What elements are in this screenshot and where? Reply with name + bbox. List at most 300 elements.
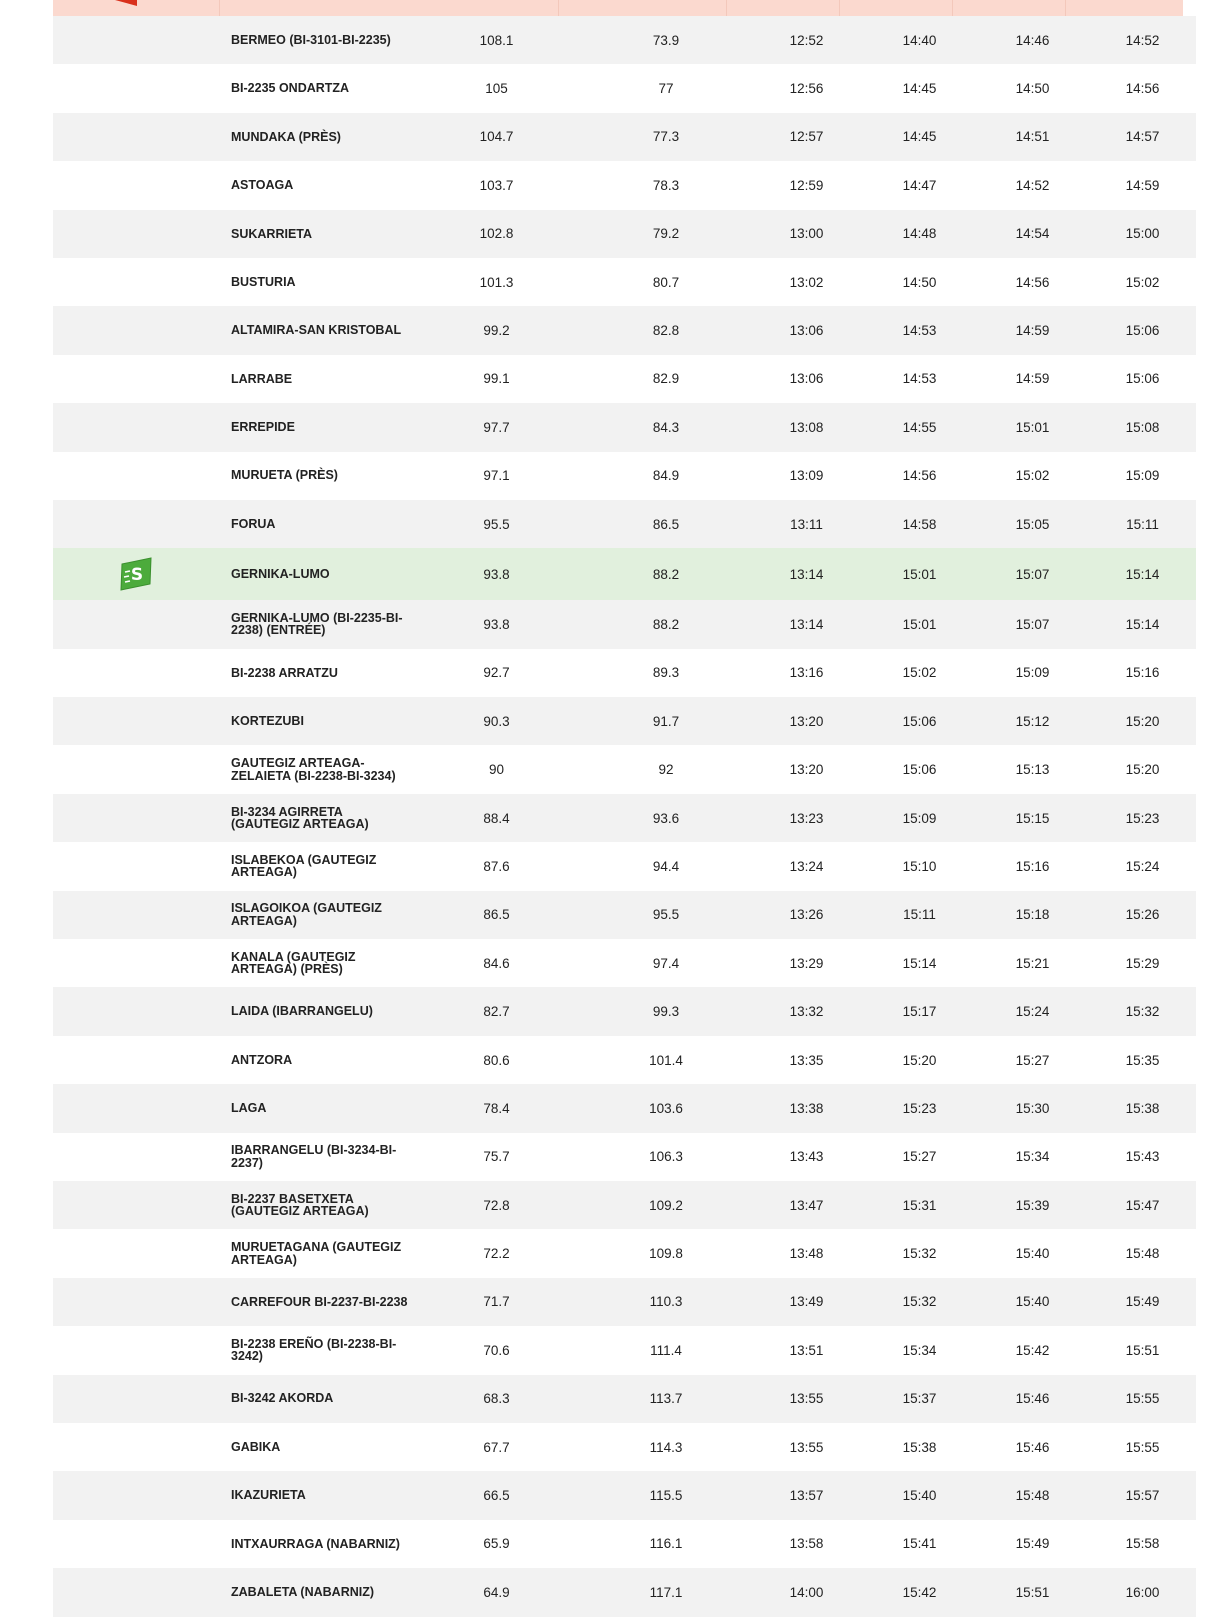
icon-cell — [53, 161, 219, 209]
time-medium: 15:17 — [863, 987, 976, 1035]
table-row — [53, 161, 1196, 209]
time-fast: 13:20 — [750, 697, 863, 745]
time-slow: 15:18 — [976, 891, 1089, 939]
table-row — [53, 210, 1196, 258]
icon-cell — [53, 306, 219, 354]
time-medium: 15:06 — [863, 697, 976, 745]
time-slow: 15:42 — [976, 1326, 1089, 1374]
km-covered: 66.5 — [411, 1471, 582, 1519]
table-row — [53, 258, 1196, 306]
time-slowest: 15:51 — [1089, 1326, 1196, 1374]
time-slowest: 14:52 — [1089, 16, 1196, 64]
icon-cell — [53, 548, 219, 600]
time-fast: 13:08 — [750, 403, 863, 451]
km-covered: 93.8 — [411, 600, 582, 648]
km-remaining: 109.8 — [582, 1229, 750, 1277]
table-row — [53, 1520, 1196, 1568]
time-fast: 13:55 — [750, 1375, 863, 1423]
svg-text:S: S — [130, 565, 144, 586]
km-remaining: 84.3 — [582, 403, 750, 451]
table-row — [53, 1181, 1196, 1229]
time-fast: 14:00 — [750, 1568, 863, 1616]
stop-name: BUSTURIA — [219, 258, 411, 306]
time-slowest: 15:08 — [1089, 403, 1196, 451]
stop-name: MURUETAGANA (GAUTEGIZ ARTEAGA) — [219, 1229, 411, 1277]
time-slowest: 15:32 — [1089, 987, 1196, 1035]
km-remaining: 101.4 — [582, 1036, 750, 1084]
time-medium: 15:11 — [863, 891, 976, 939]
time-slow: 15:07 — [976, 600, 1089, 648]
stop-name: ALTAMIRA-SAN KRISTOBAL — [219, 306, 411, 354]
km-remaining: 117.1 — [582, 1568, 750, 1616]
km-remaining: 89.3 — [582, 649, 750, 697]
table-row — [53, 306, 1196, 354]
icon-cell — [53, 452, 219, 500]
time-slowest: 15:02 — [1089, 258, 1196, 306]
time-slow: 14:56 — [976, 258, 1089, 306]
time-fast: 13:02 — [750, 258, 863, 306]
stop-name: BI-3242 AKORDA — [219, 1375, 411, 1423]
red-flag-icon — [115, 0, 137, 6]
time-slowest: 15:16 — [1089, 649, 1196, 697]
time-fast: 13:43 — [750, 1133, 863, 1181]
table-row — [53, 939, 1196, 987]
km-covered: 90.3 — [411, 697, 582, 745]
table-row — [53, 403, 1196, 451]
time-fast: 13:11 — [750, 500, 863, 548]
km-covered: 65.9 — [411, 1520, 582, 1568]
time-fast: 13:55 — [750, 1423, 863, 1471]
table-row — [53, 1471, 1196, 1519]
icon-cell — [53, 1229, 219, 1277]
km-remaining: 95.5 — [582, 891, 750, 939]
time-medium: 14:53 — [863, 306, 976, 354]
km-remaining: 109.2 — [582, 1181, 750, 1229]
km-remaining: 103.6 — [582, 1084, 750, 1132]
stop-name: ISLAGOIKOA (GAUTEGIZ ARTEAGA) — [219, 891, 411, 939]
stop-name: LAGA — [219, 1084, 411, 1132]
time-slow: 15:48 — [976, 1471, 1089, 1519]
time-slow: 14:51 — [976, 113, 1089, 161]
time-fast: 13:23 — [750, 794, 863, 842]
time-fast: 13:51 — [750, 1326, 863, 1374]
stop-name: SUKARRIETA — [219, 210, 411, 258]
stop-name: BI-2238 ARRATZU — [219, 649, 411, 697]
km-remaining: 80.7 — [582, 258, 750, 306]
time-slow: 14:54 — [976, 210, 1089, 258]
km-remaining: 73.9 — [582, 16, 750, 64]
km-remaining: 99.3 — [582, 987, 750, 1035]
time-slowest: 15:55 — [1089, 1423, 1196, 1471]
time-slow: 15:30 — [976, 1084, 1089, 1132]
time-slow: 15:09 — [976, 649, 1089, 697]
time-fast: 13:32 — [750, 987, 863, 1035]
time-fast: 13:09 — [750, 452, 863, 500]
icon-cell — [53, 1326, 219, 1374]
icon-cell — [53, 1084, 219, 1132]
table-row — [53, 891, 1196, 939]
km-covered: 99.1 — [411, 355, 582, 403]
km-remaining: 79.2 — [582, 210, 750, 258]
time-fast: 13:48 — [750, 1229, 863, 1277]
km-covered: 103.7 — [411, 161, 582, 209]
time-medium: 14:56 — [863, 452, 976, 500]
time-slowest: 15:26 — [1089, 891, 1196, 939]
km-covered: 72.2 — [411, 1229, 582, 1277]
icon-cell — [53, 1375, 219, 1423]
icon-cell — [53, 649, 219, 697]
km-remaining: 78.3 — [582, 161, 750, 209]
icon-cell — [53, 1036, 219, 1084]
time-medium: 15:41 — [863, 1520, 976, 1568]
time-slowest: 15:47 — [1089, 1181, 1196, 1229]
time-slowest: 15:55 — [1089, 1375, 1196, 1423]
time-medium: 15:37 — [863, 1375, 976, 1423]
time-medium: 15:40 — [863, 1471, 976, 1519]
time-slow: 15:40 — [976, 1278, 1089, 1326]
time-medium: 15:31 — [863, 1181, 976, 1229]
time-slow: 15:05 — [976, 500, 1089, 548]
time-fast: 13:20 — [750, 745, 863, 793]
icon-cell — [53, 258, 219, 306]
time-slow: 15:46 — [976, 1423, 1089, 1471]
table-row — [53, 1084, 1196, 1132]
icon-cell — [53, 697, 219, 745]
stop-name: IKAZURIETA — [219, 1471, 411, 1519]
column-divider — [952, 0, 953, 16]
time-fast: 13:24 — [750, 842, 863, 890]
km-remaining: 110.3 — [582, 1278, 750, 1326]
icon-cell — [53, 113, 219, 161]
km-covered: 95.5 — [411, 500, 582, 548]
time-slow: 15:07 — [976, 548, 1089, 600]
stop-name: MURUETA (PRÈS) — [219, 452, 411, 500]
passage-times-table — [53, 16, 1196, 1617]
time-medium: 14:50 — [863, 258, 976, 306]
time-fast: 13:16 — [750, 649, 863, 697]
icon-cell — [53, 16, 219, 64]
km-covered: 86.5 — [411, 891, 582, 939]
time-slowest: 15:48 — [1089, 1229, 1196, 1277]
table-row — [53, 1568, 1196, 1616]
icon-cell — [53, 500, 219, 548]
time-slowest: 15:00 — [1089, 210, 1196, 258]
table-row — [53, 16, 1196, 64]
stop-name: FORUA — [219, 500, 411, 548]
icon-cell — [53, 987, 219, 1035]
km-covered: 90 — [411, 745, 582, 793]
table-header-band — [53, 0, 1183, 16]
column-divider — [839, 0, 840, 16]
time-slow: 14:59 — [976, 355, 1089, 403]
stop-name: BI-3234 AGIRRETA (GAUTEGIZ ARTEAGA) — [219, 794, 411, 842]
km-remaining: 88.2 — [582, 600, 750, 648]
time-slowest: 15:49 — [1089, 1278, 1196, 1326]
table-row — [53, 500, 1196, 548]
time-slow: 14:50 — [976, 64, 1089, 112]
time-slow: 15:24 — [976, 987, 1089, 1035]
km-covered: 97.1 — [411, 452, 582, 500]
time-fast: 13:49 — [750, 1278, 863, 1326]
km-remaining: 86.5 — [582, 500, 750, 548]
time-slow: 15:12 — [976, 697, 1089, 745]
km-covered: 102.8 — [411, 210, 582, 258]
stop-name: IBARRANGELU (BI-3234-BI-2237) — [219, 1133, 411, 1181]
time-slowest: 14:57 — [1089, 113, 1196, 161]
time-fast: 13:58 — [750, 1520, 863, 1568]
km-remaining: 113.7 — [582, 1375, 750, 1423]
table-row — [53, 1278, 1196, 1326]
km-covered: 92.7 — [411, 649, 582, 697]
icon-cell — [53, 1181, 219, 1229]
stop-name: CARREFOUR BI-2237-BI-2238 — [219, 1278, 411, 1326]
time-slowest: 15:06 — [1089, 355, 1196, 403]
km-remaining: 114.3 — [582, 1423, 750, 1471]
km-covered: 72.8 — [411, 1181, 582, 1229]
km-covered: 75.7 — [411, 1133, 582, 1181]
table-row — [53, 1133, 1196, 1181]
time-fast: 13:38 — [750, 1084, 863, 1132]
km-covered: 105 — [411, 64, 582, 112]
time-medium: 15:06 — [863, 745, 976, 793]
stop-name: INTXAURRAGA (NABARNIZ) — [219, 1520, 411, 1568]
time-fast: 13:47 — [750, 1181, 863, 1229]
icon-cell — [53, 1278, 219, 1326]
icon-cell — [53, 600, 219, 648]
stop-name: ISLABEKOA (GAUTEGIZ ARTEAGA) — [219, 842, 411, 890]
km-remaining: 94.4 — [582, 842, 750, 890]
time-fast: 13:06 — [750, 306, 863, 354]
table-row-highlighted — [53, 548, 1196, 600]
time-medium: 15:23 — [863, 1084, 976, 1132]
stop-name: KORTEZUBI — [219, 697, 411, 745]
icon-cell — [53, 891, 219, 939]
stop-name: BI-2235 ONDARTZA — [219, 64, 411, 112]
icon-cell — [53, 794, 219, 842]
km-covered: 101.3 — [411, 258, 582, 306]
time-slow: 15:13 — [976, 745, 1089, 793]
stop-name: GERNIKA-LUMO — [219, 548, 411, 600]
km-remaining: 106.3 — [582, 1133, 750, 1181]
km-remaining: 111.4 — [582, 1326, 750, 1374]
stop-name: ERREPIDE — [219, 403, 411, 451]
time-medium: 15:20 — [863, 1036, 976, 1084]
time-slow: 14:52 — [976, 161, 1089, 209]
stop-name: GERNIKA-LUMO (BI-2235-BI-2238) (ENTRÉE) — [219, 600, 411, 648]
km-covered: 80.6 — [411, 1036, 582, 1084]
km-covered: 108.1 — [411, 16, 582, 64]
time-fast: 13:29 — [750, 939, 863, 987]
icon-cell — [53, 1423, 219, 1471]
time-medium: 15:34 — [863, 1326, 976, 1374]
icon-cell — [53, 355, 219, 403]
km-remaining: 88.2 — [582, 548, 750, 600]
time-medium: 15:32 — [863, 1229, 976, 1277]
time-slow: 15:51 — [976, 1568, 1089, 1616]
km-covered: 78.4 — [411, 1084, 582, 1132]
km-covered: 84.6 — [411, 939, 582, 987]
table-row — [53, 113, 1196, 161]
time-slowest: 15:20 — [1089, 697, 1196, 745]
time-fast: 13:14 — [750, 548, 863, 600]
stop-name: ASTOAGA — [219, 161, 411, 209]
km-covered: 67.7 — [411, 1423, 582, 1471]
table-row — [53, 1326, 1196, 1374]
time-slowest: 15:24 — [1089, 842, 1196, 890]
sprint-icon — [119, 557, 153, 591]
time-slowest: 15:29 — [1089, 939, 1196, 987]
time-slow: 14:46 — [976, 16, 1089, 64]
time-medium: 15:09 — [863, 794, 976, 842]
time-medium: 15:42 — [863, 1568, 976, 1616]
km-remaining: 116.1 — [582, 1520, 750, 1568]
time-slow: 15:39 — [976, 1181, 1089, 1229]
stop-name: GAUTEGIZ ARTEAGA-ZELAIETA (BI-2238-BI-3234) — [219, 745, 411, 793]
icon-cell — [53, 64, 219, 112]
time-medium: 15:14 — [863, 939, 976, 987]
table-row — [53, 355, 1196, 403]
time-fast: 13:57 — [750, 1471, 863, 1519]
icon-cell — [53, 1471, 219, 1519]
column-divider — [558, 0, 559, 16]
time-medium: 14:48 — [863, 210, 976, 258]
icon-cell — [53, 1133, 219, 1181]
time-fast: 12:59 — [750, 161, 863, 209]
time-medium: 14:55 — [863, 403, 976, 451]
table-row — [53, 1423, 1196, 1471]
time-medium: 15:01 — [863, 600, 976, 648]
time-slowest: 15:57 — [1089, 1471, 1196, 1519]
table-row — [53, 452, 1196, 500]
time-slowest: 15:09 — [1089, 452, 1196, 500]
icon-cell — [53, 403, 219, 451]
km-covered: 64.9 — [411, 1568, 582, 1616]
km-covered: 99.2 — [411, 306, 582, 354]
table-row — [53, 794, 1196, 842]
icon-cell — [53, 939, 219, 987]
stop-name: ZABALETA (NABARNIZ) — [219, 1568, 411, 1616]
time-medium: 14:58 — [863, 500, 976, 548]
stop-name: LAIDA (IBARRANGELU) — [219, 987, 411, 1035]
time-slowest: 15:35 — [1089, 1036, 1196, 1084]
time-medium: 14:45 — [863, 113, 976, 161]
stop-name: KANALA (GAUTEGIZ ARTEAGA) (PRÈS) — [219, 939, 411, 987]
stop-name: BERMEO (BI-3101-BI-2235) — [219, 16, 411, 64]
time-slowest: 15:11 — [1089, 500, 1196, 548]
table-row — [53, 987, 1196, 1035]
km-covered: 82.7 — [411, 987, 582, 1035]
table-row — [53, 745, 1196, 793]
table-row — [53, 600, 1196, 648]
icon-cell — [53, 210, 219, 258]
time-slow: 15:46 — [976, 1375, 1089, 1423]
km-remaining: 92 — [582, 745, 750, 793]
table-row — [53, 697, 1196, 745]
column-divider — [219, 0, 220, 16]
time-slow: 15:49 — [976, 1520, 1089, 1568]
km-remaining: 93.6 — [582, 794, 750, 842]
time-slowest: 15:14 — [1089, 548, 1196, 600]
time-medium: 15:02 — [863, 649, 976, 697]
time-fast: 13:00 — [750, 210, 863, 258]
km-remaining: 115.5 — [582, 1471, 750, 1519]
time-fast: 13:14 — [750, 600, 863, 648]
time-slowest: 16:00 — [1089, 1568, 1196, 1616]
table-row — [53, 1375, 1196, 1423]
icon-cell — [53, 1568, 219, 1616]
time-slowest: 15:23 — [1089, 794, 1196, 842]
km-covered: 71.7 — [411, 1278, 582, 1326]
time-slow: 15:21 — [976, 939, 1089, 987]
km-covered: 104.7 — [411, 113, 582, 161]
time-slow: 15:27 — [976, 1036, 1089, 1084]
km-remaining: 97.4 — [582, 939, 750, 987]
time-slowest: 14:56 — [1089, 64, 1196, 112]
icon-cell — [53, 842, 219, 890]
km-remaining: 82.8 — [582, 306, 750, 354]
time-slow: 14:59 — [976, 306, 1089, 354]
time-fast: 13:35 — [750, 1036, 863, 1084]
km-covered: 87.6 — [411, 842, 582, 890]
time-slowest: 15:14 — [1089, 600, 1196, 648]
km-covered: 88.4 — [411, 794, 582, 842]
time-medium: 14:47 — [863, 161, 976, 209]
icon-cell — [53, 745, 219, 793]
stop-name: GABIKA — [219, 1423, 411, 1471]
time-medium: 14:40 — [863, 16, 976, 64]
table-row — [53, 842, 1196, 890]
stop-name: BI-2238 EREÑO (BI-2238-BI-3242) — [219, 1326, 411, 1374]
km-remaining: 77.3 — [582, 113, 750, 161]
table-row — [53, 1229, 1196, 1277]
column-divider — [726, 0, 727, 16]
stop-name: ANTZORA — [219, 1036, 411, 1084]
time-slow: 15:40 — [976, 1229, 1089, 1277]
km-covered: 68.3 — [411, 1375, 582, 1423]
time-medium: 15:10 — [863, 842, 976, 890]
time-slowest: 15:20 — [1089, 745, 1196, 793]
time-fast: 13:06 — [750, 355, 863, 403]
column-divider — [1065, 0, 1066, 16]
time-medium: 15:32 — [863, 1278, 976, 1326]
km-remaining: 91.7 — [582, 697, 750, 745]
stop-name: BI-2237 BASETXETA (GAUTEGIZ ARTEAGA) — [219, 1181, 411, 1229]
time-fast: 12:56 — [750, 64, 863, 112]
time-medium: 15:27 — [863, 1133, 976, 1181]
time-slowest: 15:38 — [1089, 1084, 1196, 1132]
km-remaining: 82.9 — [582, 355, 750, 403]
time-medium: 14:53 — [863, 355, 976, 403]
table-row — [53, 1036, 1196, 1084]
icon-cell — [53, 1520, 219, 1568]
time-slow: 15:16 — [976, 842, 1089, 890]
time-fast: 13:26 — [750, 891, 863, 939]
time-slow: 15:15 — [976, 794, 1089, 842]
time-slowest: 14:59 — [1089, 161, 1196, 209]
time-slow: 15:34 — [976, 1133, 1089, 1181]
time-fast: 12:52 — [750, 16, 863, 64]
km-remaining: 84.9 — [582, 452, 750, 500]
stop-name: MUNDAKA (PRÈS) — [219, 113, 411, 161]
time-slowest: 15:43 — [1089, 1133, 1196, 1181]
time-medium: 15:01 — [863, 548, 976, 600]
time-slowest: 15:58 — [1089, 1520, 1196, 1568]
time-slow: 15:02 — [976, 452, 1089, 500]
km-covered: 93.8 — [411, 548, 582, 600]
table-row — [53, 64, 1196, 112]
time-slow: 15:01 — [976, 403, 1089, 451]
km-covered: 70.6 — [411, 1326, 582, 1374]
